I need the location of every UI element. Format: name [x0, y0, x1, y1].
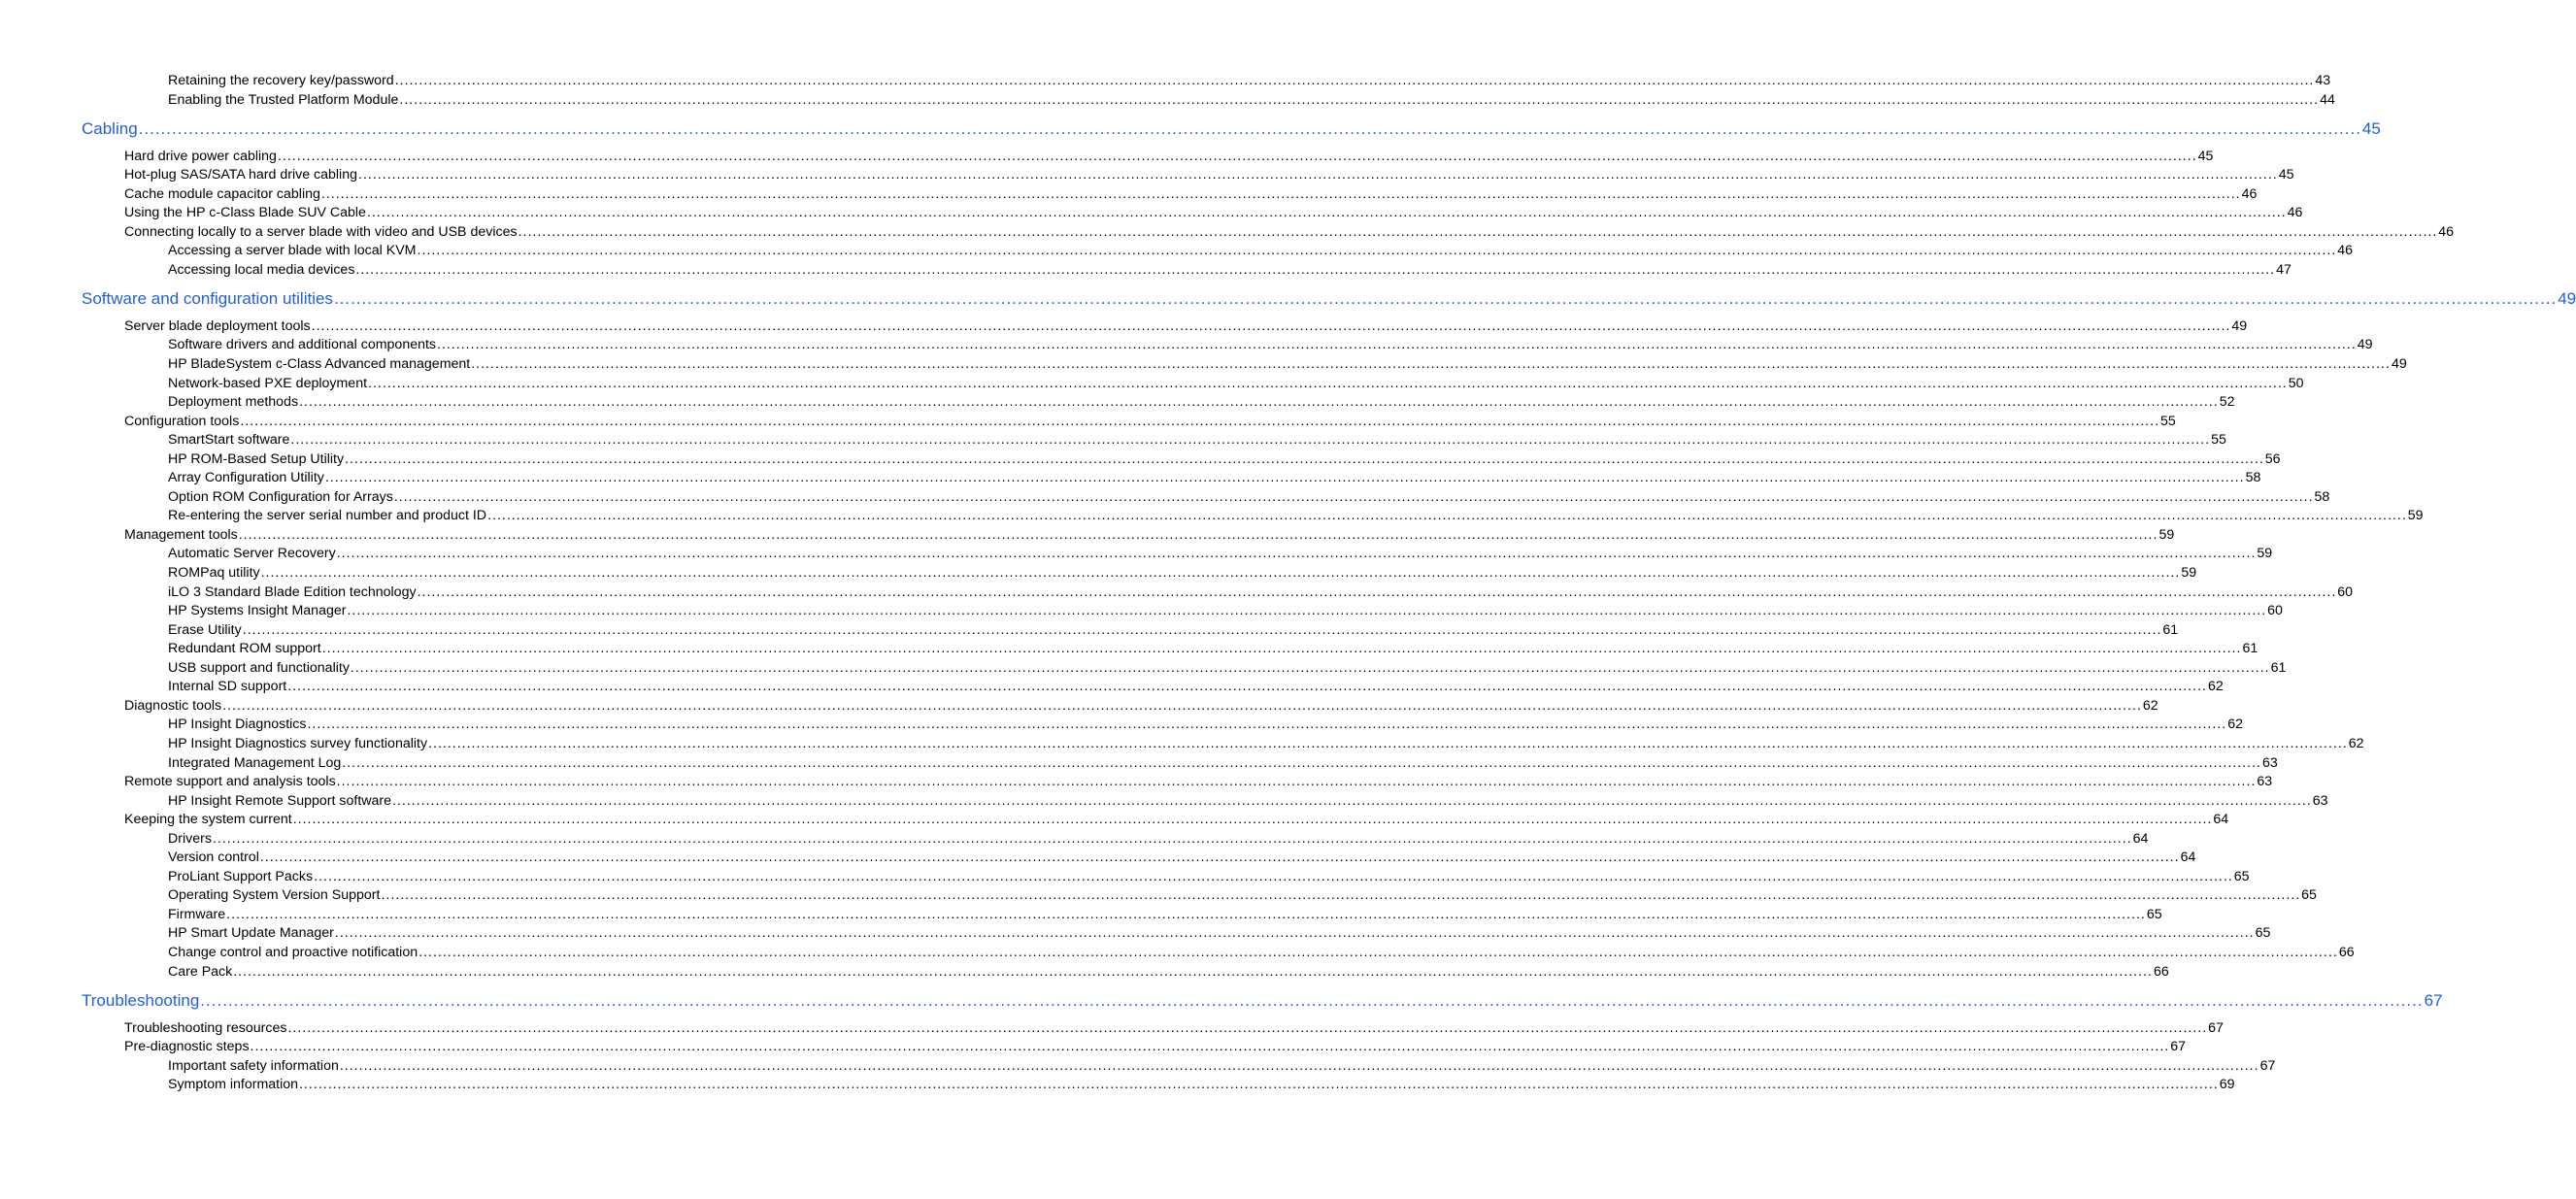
toc-entry-title: Hard drive power cabling	[124, 148, 277, 164]
toc-entry-title: Version control	[168, 849, 259, 866]
dot-leader: ................................................................................................................................................................................................................................................................................................................................................................................................................	[250, 1039, 2170, 1055]
dot-leader: ................................................................................................................................................................................................................................................................................................................................................................................................................	[320, 185, 2241, 202]
dot-leader: ................................................................................................................................................................................................................................................................................................................................................................................................................	[336, 546, 2257, 562]
toc-entry[interactable]	[168, 565, 2197, 581]
toc-entry-title: Drivers	[168, 830, 212, 847]
toc-page-number: 47	[2276, 261, 2292, 278]
toc-page-number: 59	[2181, 565, 2197, 581]
toc-entry[interactable]	[124, 526, 2175, 543]
dot-leader: ................................................................................................................................................................................................................................................................................................................................................................................................................	[381, 887, 2301, 904]
toc-page-number: 49	[2357, 337, 2373, 353]
toc-entry-title: HP ROM-Based Setup Utility	[168, 450, 345, 467]
toc-page-number: 64	[2132, 830, 2149, 847]
toc-entry-title: Integrated Management Log	[168, 754, 342, 771]
toc-entry[interactable]	[168, 1077, 2235, 1093]
toc-page-number: 65	[2146, 906, 2162, 922]
toc-entry-title: iLO 3 Standard Blade Edition technology	[168, 583, 417, 600]
toc-page-number: 59	[2257, 546, 2273, 562]
toc-entry-title: Troubleshooting	[82, 990, 200, 1010]
toc-entry[interactable]	[168, 1057, 2276, 1074]
toc-entry[interactable]	[168, 546, 2273, 562]
toc-page-number: 65	[2233, 868, 2250, 884]
toc-page-number: 46	[2241, 185, 2258, 202]
toc-entry[interactable]	[124, 697, 2158, 714]
toc-page-number: 65	[2301, 887, 2317, 904]
toc-page-number: 65	[2255, 925, 2271, 942]
dot-leader: ................................................................................................................................................................................................................................................................................................................................................................................................................	[345, 450, 2264, 467]
toc-entry-title: Enabling the Trusted Platform Module	[168, 91, 399, 108]
dot-leader: ................................................................................................................................................................................................................................................................................................................................................................................................................	[222, 697, 2142, 714]
toc-entry-title: ROMPaq utility	[168, 565, 260, 581]
toc-entry[interactable]	[168, 945, 2355, 960]
dot-leader: ................................................................................................................................................................................................................................................................................................................................................................................................................	[333, 288, 2558, 308]
toc-page-number: 44	[2320, 91, 2335, 108]
dot-leader: ................................................................................................................................................................................................................................................................................................................................................................................................................	[334, 925, 2255, 942]
toc-entry-title: Software drivers and additional components	[168, 337, 437, 353]
toc-entry[interactable]	[168, 868, 2250, 884]
toc-page-number: 45	[2197, 148, 2214, 164]
toc-entry[interactable]	[168, 261, 2292, 278]
toc-entry[interactable]	[168, 925, 2271, 942]
dot-leader: ................................................................................................................................................................................................................................................................................................................................................................................................................	[238, 526, 2158, 543]
toc-entry-title: ProLiant Support Packs	[168, 868, 314, 884]
toc-entry-title: Pre-diagnostic steps	[124, 1039, 250, 1055]
toc-entry-title: Hot-plug SAS/SATA hard drive cabling	[124, 167, 357, 183]
dot-leader: ................................................................................................................................................................................................................................................................................................................................................................................................................	[487, 508, 2407, 524]
toc-entry[interactable]	[168, 432, 2226, 449]
toc-page-number: 64	[2213, 812, 2229, 828]
toc-entry-title: Configuration tools	[124, 413, 240, 429]
toc-entry-title: Automatic Server Recovery	[168, 546, 336, 562]
toc-page-number: 60	[2267, 603, 2283, 619]
toc-page-number: 46	[2287, 205, 2303, 221]
toc-entry[interactable]	[168, 337, 2373, 353]
toc-entry-title: Important safety information	[168, 1057, 339, 1074]
toc-entry[interactable]	[168, 716, 2243, 733]
toc-entry-title: Care Pack	[168, 963, 233, 980]
toc-entry-title: HP Insight Diagnostics	[168, 716, 307, 733]
toc-entry-title: Firmware	[168, 906, 226, 922]
dot-leader: ................................................................................................................................................................................................................................................................................................................................................................................................................	[290, 432, 2211, 449]
toc-entry-title: Operating System Version Support	[168, 887, 381, 904]
toc-entry-title: Troubleshooting resources	[124, 1019, 287, 1036]
toc-entry[interactable]	[124, 205, 2303, 221]
toc-entry[interactable]	[168, 679, 2224, 695]
dot-leader: ................................................................................................................................................................................................................................................................................................................................................................................................................	[324, 470, 2245, 486]
dot-leader: ................................................................................................................................................................................................................................................................................................................................................................................................................	[350, 659, 2270, 676]
toc-page-number: 55	[2211, 432, 2226, 449]
dot-leader: ................................................................................................................................................................................................................................................................................................................................................................................................................	[437, 337, 2357, 353]
dot-leader: ................................................................................................................................................................................................................................................................................................................................................................................................................	[355, 261, 2276, 278]
dot-leader: ................................................................................................................................................................................................................................................................................................................................................................................................................	[394, 73, 2315, 88]
dot-leader: ................................................................................................................................................................................................................................................................................................................................................................................................................	[226, 906, 2146, 922]
toc-entry-title: Accessing local media devices	[168, 261, 355, 278]
toc-entry-title: Array Configuration Utility	[168, 470, 324, 486]
toc-page-number: 63	[2261, 754, 2278, 771]
toc-entry[interactable]	[168, 906, 2162, 922]
toc-entry[interactable]	[124, 774, 2273, 790]
toc-entry-title: Cache module capacitor cabling	[124, 185, 320, 202]
dot-leader: ................................................................................................................................................................................................................................................................................................................................................................................................................	[292, 812, 2213, 828]
toc-page-number: 52	[2219, 394, 2235, 411]
toc-entry-title: Retaining the recovery key/password	[168, 73, 394, 88]
toc-chapter-entry[interactable]	[82, 118, 2381, 139]
toc-page-number: 45	[2361, 118, 2381, 138]
dot-leader: ................................................................................................................................................................................................................................................................................................................................................................................................................	[311, 317, 2231, 334]
dot-leader: ................................................................................................................................................................................................................................................................................................................................................................................................................	[200, 990, 2424, 1010]
toc-page-number: 66	[2338, 945, 2355, 960]
toc-entry-title: Deployment methods	[168, 394, 299, 411]
toc-page-number: 62	[2207, 679, 2224, 695]
dot-leader: ................................................................................................................................................................................................................................................................................................................................................................................................................	[518, 223, 2438, 240]
toc-entry[interactable]	[168, 450, 2281, 467]
dot-leader: ................................................................................................................................................................................................................................................................................................................................................................................................................	[417, 243, 2337, 259]
toc-entry-title: Using the HP c-Class Blade SUV Cable	[124, 205, 366, 221]
dot-leader: ................................................................................................................................................................................................................................................................................................................................................................................................................	[347, 603, 2267, 619]
toc-entry-title: Redundant ROM support	[168, 641, 321, 657]
toc-page-number: 63	[2257, 774, 2273, 790]
toc-page-number: 62	[2348, 735, 2364, 751]
dot-leader: ................................................................................................................................................................................................................................................................................................................................................................................................................	[342, 754, 2261, 771]
toc-page-number: 67	[2208, 1019, 2224, 1036]
toc-entry-title: Symptom information	[168, 1077, 299, 1093]
toc-page-number: 58	[2245, 470, 2261, 486]
dot-leader: ................................................................................................................................................................................................................................................................................................................................................................................................................	[321, 641, 2242, 657]
dot-leader: ................................................................................................................................................................................................................................................................................................................................................................................................................	[260, 565, 2181, 581]
toc-entry-title: Diagnostic tools	[124, 697, 222, 714]
toc-entry[interactable]	[168, 508, 2424, 524]
toc-entry-title: Keeping the system current	[124, 812, 292, 828]
toc-entry-title: Remote support and analysis tools	[124, 774, 336, 790]
toc-page-number: 66	[2153, 963, 2169, 980]
toc-page-number: 49	[2391, 355, 2407, 372]
toc-page-number: 63	[2312, 792, 2328, 809]
toc-entry-title: HP Insight Diagnostics survey functionality	[168, 735, 428, 751]
toc-entry-title: Connecting locally to a server blade with video and USB devices	[124, 223, 518, 240]
toc-entry[interactable]	[124, 1039, 2187, 1055]
toc-entry[interactable]	[168, 375, 2304, 391]
dot-leader: ................................................................................................................................................................................................................................................................................................................................................................................................................	[287, 679, 2207, 695]
toc-entry[interactable]	[168, 830, 2149, 847]
toc-page-number: 55	[2160, 413, 2176, 429]
toc-page-number: 67	[2424, 990, 2443, 1010]
dot-leader: ................................................................................................................................................................................................................................................................................................................................................................................................................	[307, 716, 2227, 733]
toc-page-number: 56	[2264, 450, 2281, 467]
toc-entry[interactable]	[168, 488, 2330, 505]
toc-entry[interactable]	[124, 223, 2455, 240]
toc-entry[interactable]	[168, 470, 2261, 486]
toc-entry[interactable]	[124, 812, 2229, 828]
toc-page-number: 61	[2270, 659, 2287, 676]
toc-entry-title: Cabling	[82, 118, 138, 138]
toc-entry-title: Change control and proactive notification	[168, 945, 418, 960]
toc-page-number: 59	[2158, 526, 2175, 543]
dot-leader: ................................................................................................................................................................................................................................................................................................................................................................................................................	[242, 621, 2162, 638]
toc-page-number: 49	[2558, 288, 2576, 308]
toc-entry[interactable]	[124, 148, 2214, 164]
toc-entry[interactable]	[168, 355, 2407, 372]
toc-entry[interactable]	[124, 185, 2258, 202]
toc-entry-title: HP Systems Insight Manager	[168, 603, 347, 619]
toc-page-number: 46	[2438, 223, 2455, 240]
toc-page-number: 62	[2142, 697, 2158, 714]
toc-page-number: 43	[2315, 73, 2331, 88]
toc-page-number: 64	[2180, 849, 2196, 866]
toc-entry-title: Server blade deployment tools	[124, 317, 311, 334]
dot-leader: ................................................................................................................................................................................................................................................................................................................................................................................................................	[339, 1057, 2259, 1074]
dot-leader: ................................................................................................................................................................................................................................................................................................................................................................................................................	[471, 355, 2391, 372]
toc-entry-title: Accessing a server blade with local KVM	[168, 243, 417, 259]
toc-page-number: 49	[2231, 317, 2248, 334]
toc-entry[interactable]	[168, 735, 2364, 751]
toc-page-number: 59	[2407, 508, 2424, 524]
toc-entry-title: HP Insight Remote Support software	[168, 792, 392, 809]
toc-page-number: 69	[2219, 1077, 2235, 1093]
toc-entry[interactable]	[168, 963, 2169, 980]
toc-entry[interactable]	[168, 603, 2283, 619]
toc-entry[interactable]	[168, 887, 2317, 904]
dot-leader: ................................................................................................................................................................................................................................................................................................................................................................................................................	[428, 735, 2348, 751]
toc-page-number: 50	[2288, 375, 2304, 391]
toc-chapter-entry[interactable]	[82, 990, 2443, 1011]
toc-entry[interactable]	[168, 91, 2335, 108]
toc-entry-title: Network-based PXE deployment	[168, 375, 368, 391]
toc-entry-title: Re-entering the server serial number and product ID	[168, 508, 487, 524]
toc-page-number: 67	[2170, 1039, 2187, 1055]
dot-leader: ................................................................................................................................................................................................................................................................................................................................................................................................................	[314, 868, 2233, 884]
toc-page-number: 61	[2162, 621, 2179, 638]
toc-entry[interactable]	[168, 394, 2235, 411]
toc-entry-title: HP Smart Update Manager	[168, 925, 334, 942]
toc-page-number: 61	[2242, 641, 2258, 657]
toc-entry[interactable]	[124, 167, 2294, 183]
dot-leader: ................................................................................................................................................................................................................................................................................................................................................................................................................	[366, 205, 2287, 221]
toc-entry-title: USB support and functionality	[168, 659, 350, 676]
dot-leader: ................................................................................................................................................................................................................................................................................................................................................................................................................	[399, 91, 2320, 108]
dot-leader: ................................................................................................................................................................................................................................................................................................................................................................................................................	[299, 1077, 2219, 1093]
dot-leader: ................................................................................................................................................................................................................................................................................................................................................................................................................	[138, 118, 2361, 138]
toc-entry[interactable]	[124, 413, 2176, 429]
dot-leader: ................................................................................................................................................................................................................................................................................................................................................................................................................	[259, 849, 2180, 866]
toc-entry[interactable]	[124, 317, 2248, 334]
dot-leader: ................................................................................................................................................................................................................................................................................................................................................................................................................	[393, 488, 2314, 505]
dot-leader: ................................................................................................................................................................................................................................................................................................................................................................................................................	[336, 774, 2257, 790]
toc-entry[interactable]	[168, 73, 2331, 88]
toc-entry-title: Software and configuration utilities	[82, 288, 333, 308]
dot-leader: ................................................................................................................................................................................................................................................................................................................................................................................................................	[358, 167, 2278, 183]
toc-entry[interactable]	[168, 659, 2287, 676]
dot-leader: ................................................................................................................................................................................................................................................................................................................................................................................................................	[212, 830, 2132, 847]
toc-entry-title: HP BladeSystem c-Class Advanced management	[168, 355, 471, 372]
toc-page-number: 60	[2337, 583, 2354, 600]
toc-entry-title: Management tools	[124, 526, 238, 543]
toc-page-number: 46	[2337, 243, 2353, 259]
dot-leader: ................................................................................................................................................................................................................................................................................................................................................................................................................	[277, 148, 2197, 164]
dot-leader: ................................................................................................................................................................................................................................................................................................................................................................................................................	[417, 583, 2337, 600]
toc-entry[interactable]	[168, 792, 2328, 809]
toc-entry-title: Erase Utility	[168, 621, 242, 638]
toc-entry-title: SmartStart software	[168, 432, 290, 449]
toc-entry[interactable]	[124, 1019, 2224, 1036]
toc-page-number: 62	[2227, 716, 2243, 733]
dot-leader: ................................................................................................................................................................................................................................................................................................................................................................................................................	[392, 792, 2312, 809]
toc-entry[interactable]	[168, 849, 2196, 866]
toc-entry[interactable]	[168, 583, 2354, 600]
dot-leader: ................................................................................................................................................................................................................................................................................................................................................................................................................	[240, 413, 2160, 429]
dot-leader: ................................................................................................................................................................................................................................................................................................................................................................................................................	[368, 375, 2288, 391]
toc-entry[interactable]	[168, 243, 2353, 259]
toc-page-number: 58	[2314, 488, 2330, 505]
toc-chapter-entry[interactable]	[82, 288, 2576, 309]
toc-entry[interactable]	[168, 621, 2179, 638]
dot-leader: ................................................................................................................................................................................................................................................................................................................................................................................................................	[233, 963, 2153, 980]
toc-entry-title: Internal SD support	[168, 679, 287, 695]
dot-leader: ................................................................................................................................................................................................................................................................................................................................................................................................................	[299, 394, 2219, 411]
toc-page-number: 45	[2278, 167, 2294, 183]
dot-leader: ................................................................................................................................................................................................................................................................................................................................................................................................................	[418, 945, 2338, 960]
toc-entry[interactable]	[168, 641, 2258, 657]
toc-entry[interactable]	[168, 754, 2278, 771]
dot-leader: ................................................................................................................................................................................................................................................................................................................................................................................................................	[287, 1019, 2208, 1036]
toc-page-number: 67	[2259, 1057, 2276, 1074]
toc-entry-title: Option ROM Configuration for Arrays	[168, 488, 393, 505]
